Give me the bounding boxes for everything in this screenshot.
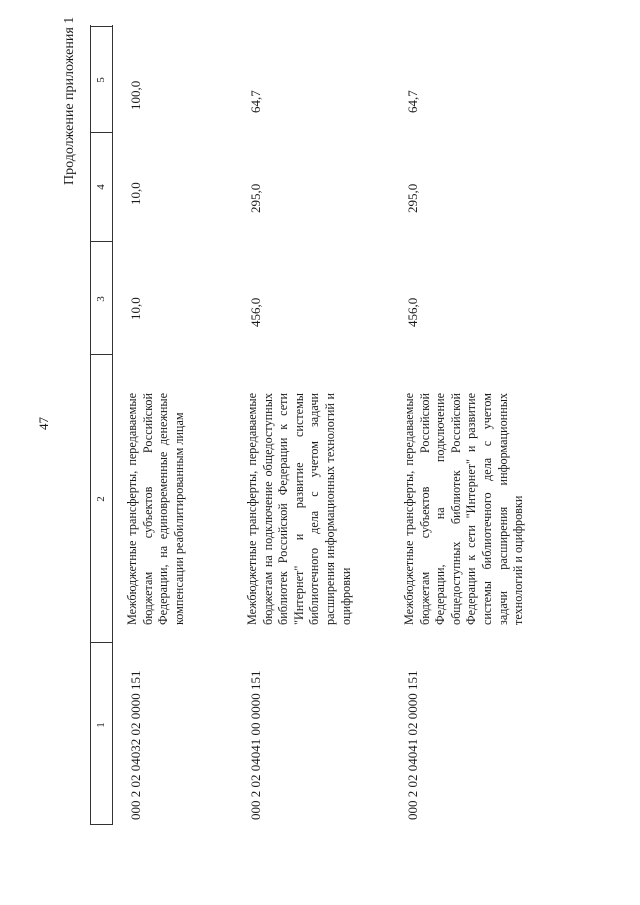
header-bottom-border [112,25,113,825]
column-divider [90,132,112,133]
row-value-col3: 456,0 [405,297,420,327]
column-number-2: 2 [95,496,107,502]
row-code: 000 2 02 04041 02 0000 151 [405,670,420,820]
row-description: Межбюджетные трансферты, передаваемые бюджетам субъектов Российской Федерации, на единовременные денежные компенсации реабилитированным лицам [125,393,186,625]
column-number-5: 5 [95,77,107,83]
row-value-col4: 295,0 [248,183,263,213]
row-description: Межбюджетные трансферты, передаваемые бюджетам субъектов Российской Федерации, на подключение общедоступных библиотек Российской Федерации к сети "Интернет" и развитие системы библиотечного дела с учетом задачи расширения информационных технологий и оцифровки [402,393,526,625]
column-divider [90,26,112,27]
table-top-border [90,25,91,825]
column-divider [90,241,112,242]
column-number-3: 3 [95,296,107,302]
row-description: Межбюджетные трансферты, передаваемые бюджетам на подключение общедоступных библиотек Российской Федерации к сети "Интернет" и развитие системы библиотечного дела с учетом задачи расширения информационных технологий и оцифровки [245,393,353,625]
row-code: 000 2 02 04041 00 0000 151 [248,670,263,820]
column-divider [90,354,112,355]
column-divider [90,642,112,643]
column-number-4: 4 [95,184,107,190]
row-value-col5: 100,0 [128,80,143,110]
row-value-col5: 64,7 [248,90,263,113]
column-divider [90,824,112,825]
page-number: 47 [36,417,51,430]
row-value-col4: 10,0 [128,182,143,205]
row-value-col3: 10,0 [128,297,143,320]
column-number-1: 1 [95,722,107,728]
row-code: 000 2 02 04032 02 0000 151 [128,670,143,820]
row-value-col5: 64,7 [405,90,420,113]
row-value-col4: 295,0 [405,183,420,213]
continuation-label: Продолжение приложения 1 [62,16,77,185]
row-value-col3: 456,0 [248,297,263,327]
